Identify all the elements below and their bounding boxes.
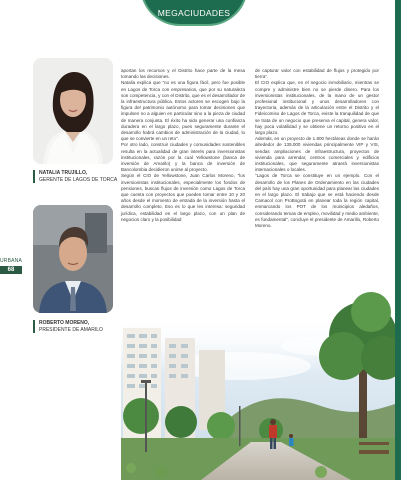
- article-column-2: [255, 68, 379, 229]
- paragraph: Además, es un proyecto de 1.800 hectáreas donde se harán alrededor de 135.000 viviendas principalmente VIP y VIS, sendas ampliaciones de infraestructura, proyectos de vivienda para arrendar, centros comerciales y edificios institucionales, que seguramente atraerá inversionistas internacionales o locales.: [255, 136, 379, 173]
- caption-roberto: [33, 320, 129, 333]
- paragraph: Por otro lado, construir ciudades y comunidades sostenibles resulta en la actualidad de gran interés para inversionistas institucionales, razón por la cual Yellowstone (banca de inversión de Amarilo) y la banca de inversión de Bancolombia decidieron unirse al proyecto.: [121, 142, 245, 173]
- caption-natalia: [33, 170, 129, 183]
- paragraph: El CIO explica que, en el negocio inmobiliario, mientras se compre y administre bien no se pierde dinero. Para los inversionistas institucionales, de la mano de un gestor profesional institucional y unos desarrolladores con trayectoria, además de la articulación entre el Distrito y el Fideicomiso de Lagos de Torca, existe la tranquilidad de que se trata de un negocio que preserva el capital, genera valor, hay poca volatilidad y se obtiene un retorno positivo en el largo plazo.: [255, 80, 379, 136]
- article-column-1: [121, 68, 245, 223]
- paragraph: "Lagos de Torca se constituye en un ejemplo. Con el desarrollo de los Planes de Ordenamiento en las ciudades del país hay una gran oportunidad para planear las ciudades en el largo plazo. El trabajo que se está haciendo desde Camacol con ProBogotá en planear toda la región capital, enmarcando los POT de los municipios aledaños, considerando temas de empleo, movilidad y medio ambiente, es fundamental", concluye el presidente de Amarillo, Roberto Moreno.: [255, 173, 379, 229]
- caption-name: ROBERTO MORENO,: [39, 320, 90, 326]
- section-header-tab: [140, 0, 248, 26]
- caption-role: GERENTE DE LAGOS DE TORCA: [39, 176, 118, 183]
- portrait-photo-natalia: [33, 58, 113, 164]
- paragraph: aportan los recursos y el Distrito hace parte de la mesa tomando las decisiones.: [121, 68, 245, 80]
- paragraph: Natalia explica que "no es una figura fácil, pero fue posible en Lagos de Torca con empresarios, que por su naturaleza son competencia, y con el Distrito, que es el desarrollador de la infraestructura pública. Estos actores se escogen bajo la figura del patrimonio autónomo para tomar decisiones que impulsen no a alguien en particular sino a la pieza de ciudad de manera conjunta. El éxito ha sido generar una confianza duradera en el largo plazo, pues seguramente durante el desarrollo habrá cambios de administración de la ciudad, lo que se convierte en un reto".: [121, 80, 245, 142]
- caption-name: NATALIA TRUJILLO,: [39, 170, 88, 176]
- caption-role: PRESIDENTE DE AMARILO: [39, 326, 103, 333]
- paragraph: de capturar valor con estabilidad de flujos y protegido por tierra".: [255, 68, 379, 80]
- margin-section-word: URBANA: [0, 258, 23, 264]
- page-edge-strip: [395, 0, 401, 480]
- section-title: MEGACIUDADES: [157, 8, 231, 18]
- urban-park-rendering: [121, 216, 381, 480]
- page-number: 68: [0, 266, 22, 274]
- portrait-photo-roberto: [33, 205, 113, 313]
- paragraph: Según el CIO de Yellowstone, Juan Carlos Moreno, "los inversionistas institucionales, especialmente los fondos de pensiones, buscan flujos de inversión como Lagos de Torca que cuenta con proyectos que pueden tomar entre 10 y 20 años desde el momento de entrada de la inversión hasta el desarrollo completo. Eso es lo que les interesa: seguridad jurídica, estabilidad en el largo plazo, con un plan de negocios claro y la posibilidad: [121, 173, 245, 222]
